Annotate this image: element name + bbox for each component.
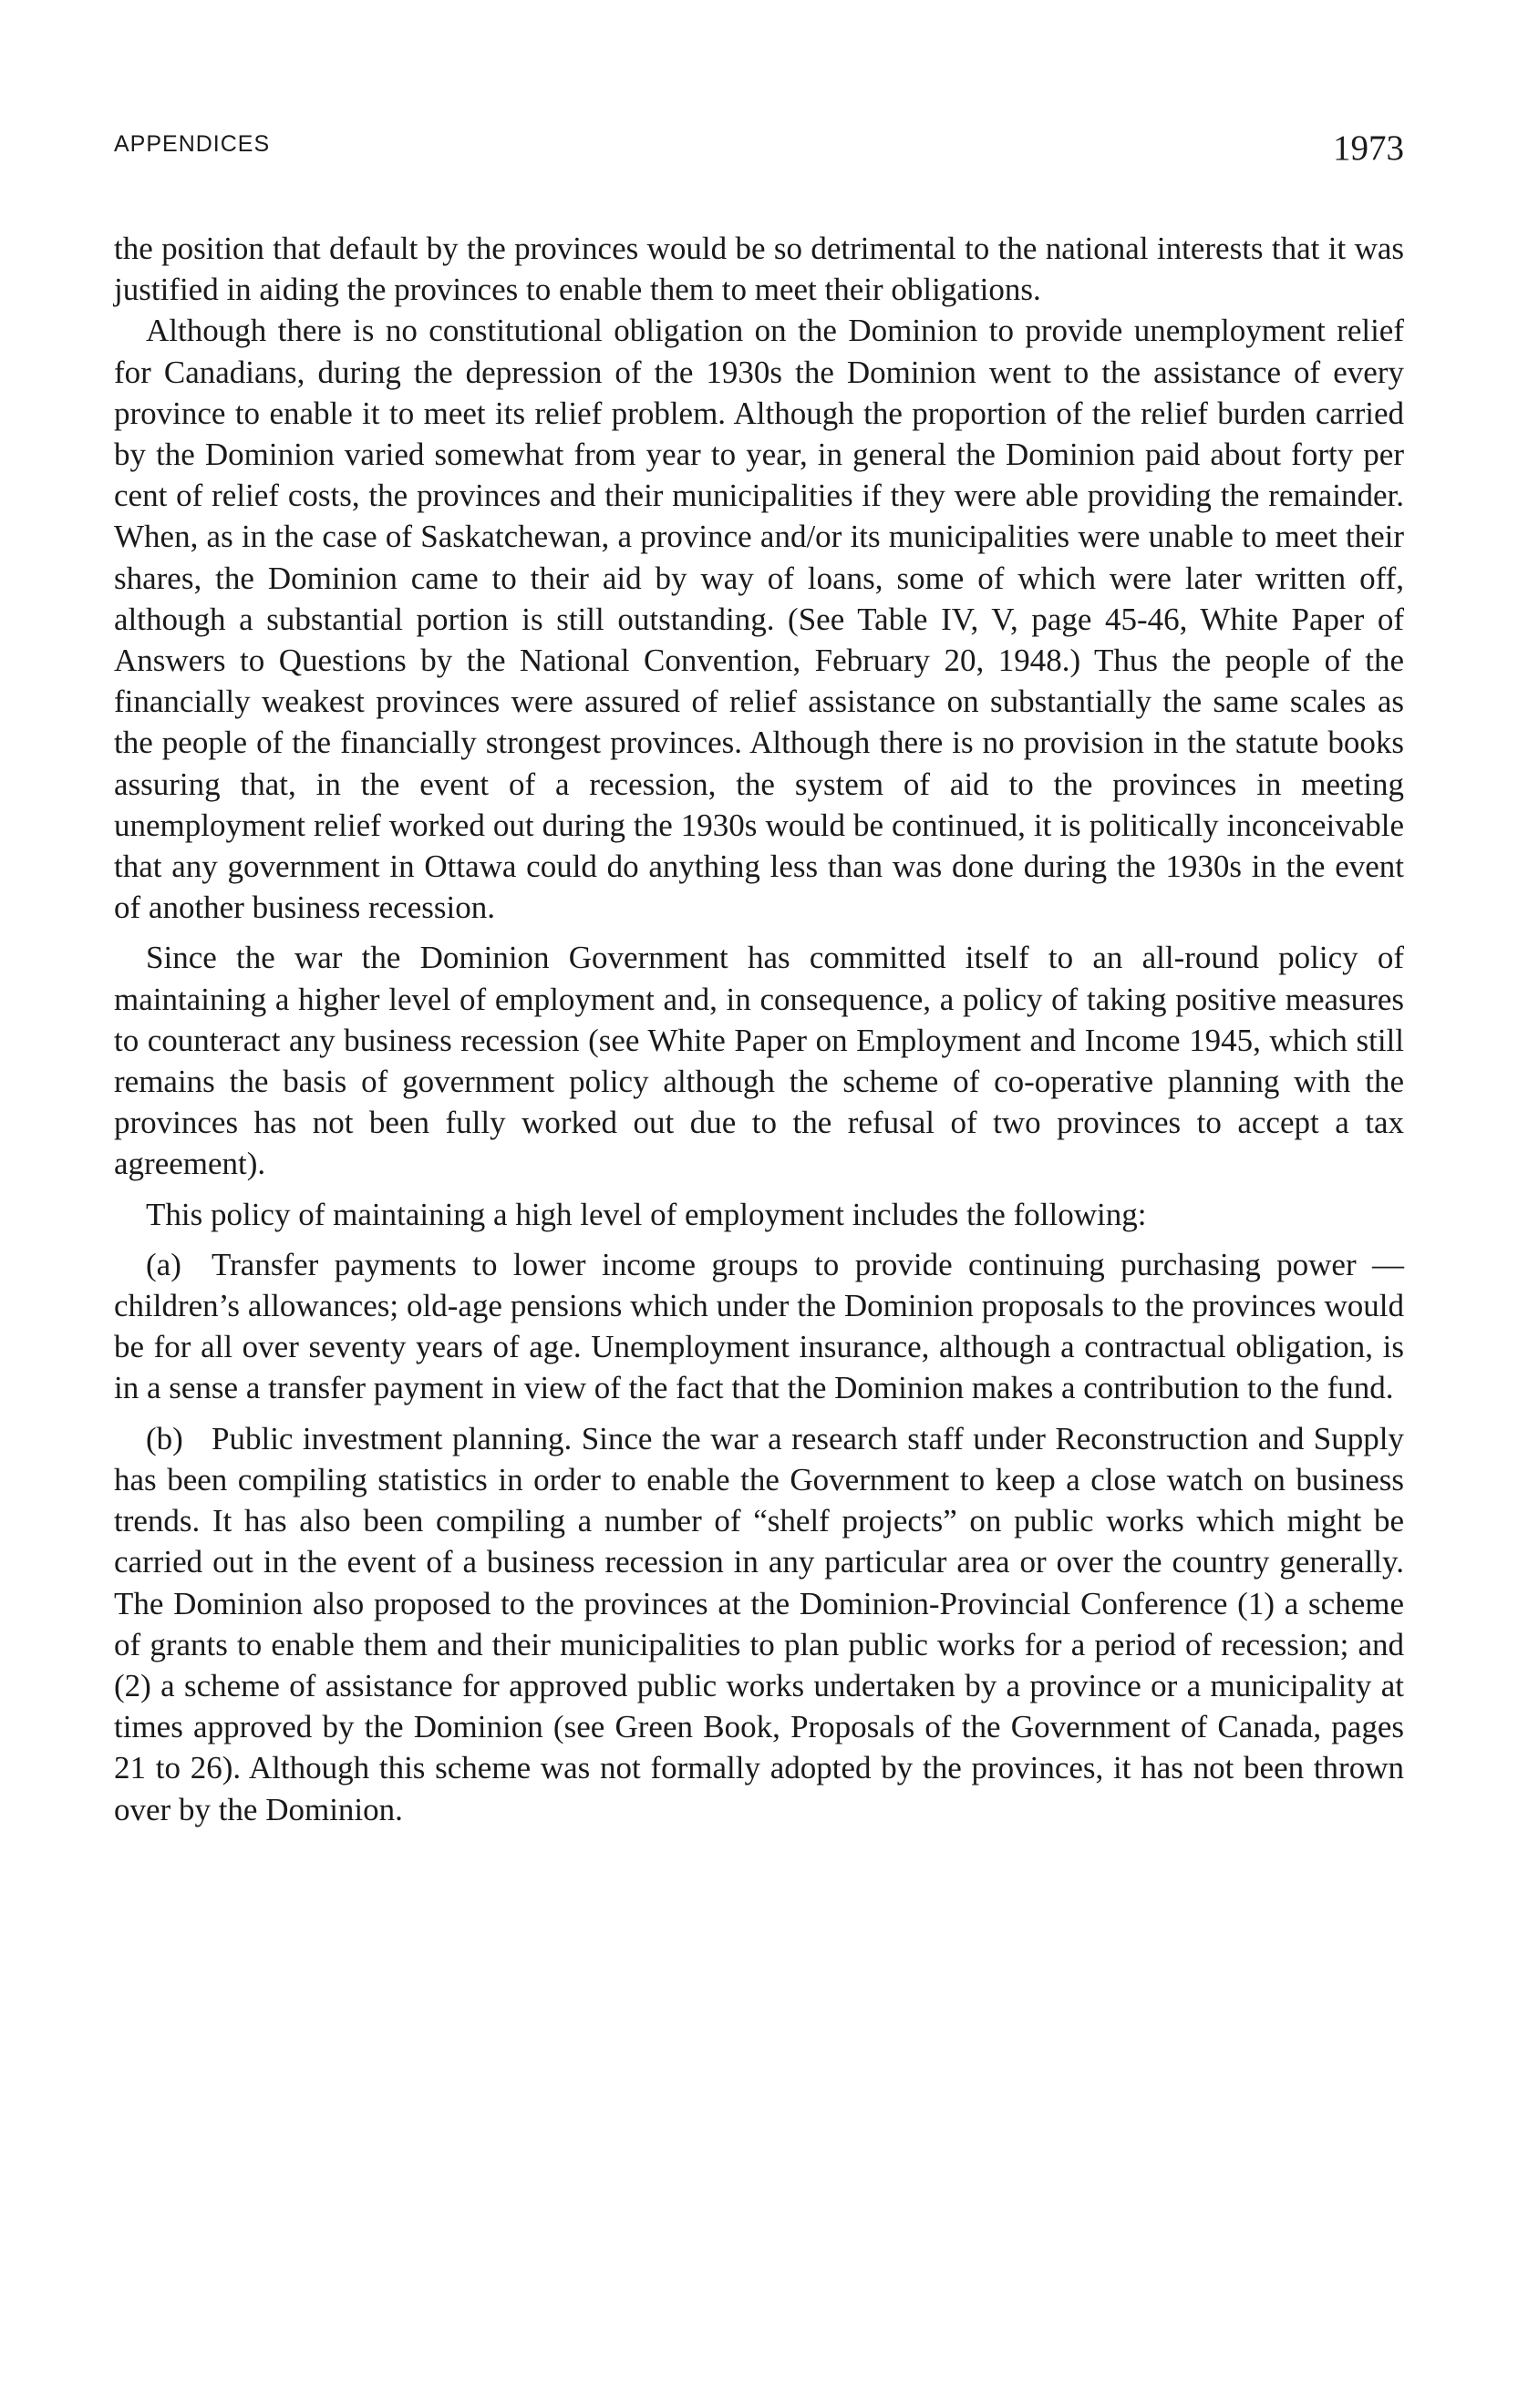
list-item-text: Transfer payments to lower income groups to provide continuing purchasing power — children’s allowances; old-age pensions which under the Dominion proposals to the provinces would be for all over seventy years of age. Unemployment insurance, although a contractual obligation, is in a sense a transfer payment in view of the fact that the Dominion makes a contribution to the fund.: [114, 1246, 1404, 1406]
running-head: [114, 128, 1404, 173]
list-item-text: Public investment planning. Since the war a research staff under Reconstruction and Supply has been compiling statistics in order to enable the Government to keep a close watch on business trends. It has also been compiling a number of “shelf projects” on public works which might be carried out in the event of a business recession in any particular area or over the country generally. The Dominion also proposed to the provinces at the Dominion-Provincial Conference (1) a scheme of grants to enable them and their municipalities to plan public works for a period of recession; and (2) a scheme of assistance for approved public works undertaken by a province or a municipality at times approved by the Dominion (see Green Book, Proposals of the Government of Canada, pages 21 to 26). Although this scheme was not formally adopted by the provinces, it has not been thrown over by the Dominion.: [114, 1420, 1404, 1827]
list-item-a: [114, 1244, 1404, 1409]
body-text: [114, 228, 1404, 1830]
list-item-b: [114, 1418, 1404, 1830]
list-item-label: (b): [146, 1420, 183, 1456]
paragraph-unemployment-relief: Although there is no constitutional obligation on the Dominion to provide unemployment relief for Canadians, during the depression of the 1930s the Dominion went to the assistance of every province to enable it to meet its relief problem. Although the proportion of the relief burden carried by the Dominion varied somewhat from year to year, in general the Dominion paid about forty per cent of relief costs, the provinces and their municipalities if they were able providing the remainder. When, as in the case of Saskatchewan, a province and/or its municipalities were unable to meet their shares, the Dominion came to their aid by way of loans, some of which were later written off, although a substantial portion is still outstanding. (See Table IV, V, page 45-46, White Paper of Answers to Questions by the National Convention, February 20, 1948.) Thus the people of the financially weakest provinces were assured of relief assistance on substantially the same scales as the people of the financially strongest provinces. Although there is no provision in the statute books assuring that, in the event of a recession, the system of aid to the provinces in meeting unemployment relief worked out during the 1930s would be continued, it is politically inconceivable that any government in Ottawa could do anything less than was done during the 1930s in the event of another business recession.: [114, 313, 1404, 926]
paragraph-employment-policy: Since the war the Dominion Government has committed itself to an all-round policy of maintaining a higher level of employment and, in consequence, a policy of taking positive measures to counteract any business recession (see White Paper on Employment and Income 1945, which still remains the basis of government policy although the scheme of co-operative planning with the provinces has not been fully worked out due to the refusal of two provinces to accept a tax agreement).: [114, 940, 1404, 1182]
list-item-label: (a): [146, 1246, 181, 1282]
paragraph-policy-intro: This policy of maintaining a high level of employment includes the following:: [146, 1196, 1147, 1232]
paragraph-continuation: the position that default by the provinces would be so detrimental to the national interests that it was justified in aiding the provinces to enable them to meet their obligations.: [114, 231, 1404, 308]
section-title: APPENDICES: [114, 131, 271, 157]
page-number: 1973: [1333, 129, 1404, 168]
